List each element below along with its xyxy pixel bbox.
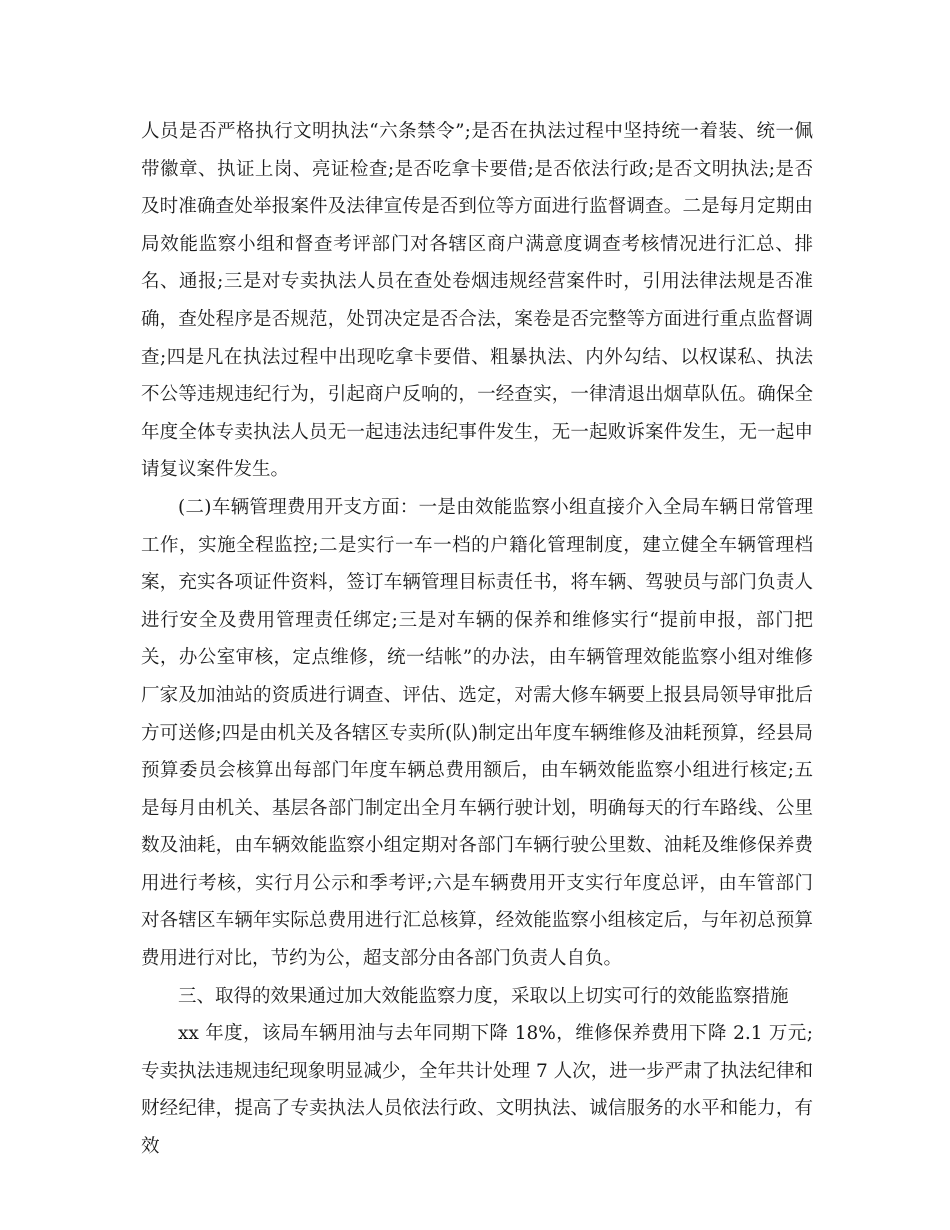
section-heading: 三、取得的效果通过加大效能监察力度，采取以上切实可行的效能监察措施 <box>178 985 789 1007</box>
paragraph-3: xx 年度，该局车辆用油与去年同期下降 18%，维修保养费用下降 2.1 万元;专卖执法违规违纪现象明显减少，全年共计处理 7 人次，进一步严肃了执法纪律和财经纪律，提高了专卖执法人员依法行政、文明执法、诚信服务的水平和能力，有效 <box>141 1023 813 1158</box>
document-body <box>141 113 813 1166</box>
paragraph-1: 人员是否严格执行文明执法“六条禁令”;是否在执法过程中坚持统一着装、统一佩带徽章、执证上岗、亮证检查;是否吃拿卡要借;是否依法行政;是否文明执法;是否及时准确查处举报案件及法律宣传是否到位等方面进行监督调查。二是每月定期由局效能监察小组和督查考评部门对各辖区商户满意度调查考核情况进行汇总、排名、通报;三是对专卖执法人员在查处卷烟违规经营案件时，引用法律法规是否准确，查处程序是否规范，处罚决定是否合法，案卷是否完整等方面进行重点监督调查;四是凡在执法过程中出现吃拿卡要借、粗暴执法、内外勾结、以权谋私、执法不公等违规违纪行为，引起商户反响的，一经查实，一律清退出烟草队伍。确保全年度全体专卖执法人员无一起违法违纪事件发生，无一起败诉案件发生，无一起申请复议案件发生。 <box>141 121 813 481</box>
paragraph-2: (二)车辆管理费用开支方面：一是由效能监察小组直接介入全局车辆日常管理工作，实施全程监控;二是实行一车一档的户籍化管理制度，建立健全车辆管理档案，充实各项证件资料，签订车辆管理目标责任书，将车辆、驾驶员与部门负责人进行安全及费用管理责任绑定;三是对车辆的保养和维修实行“提前申报，部门把关，办公室审核，定点维修，统一结帐”的办法，由车辆管理效能监察小组对维修厂家及加油站的资质进行调查、评估、选定，对需大修车辆要上报县局领导审批后方可送修;四是由机关及各辖区专卖所(队)制定出年度车辆维修及油耗预算，经县局预算委员会核算出每部门年度车辆总费用额后，由车辆效能监察小组进行核定;五是每月由机关、基层各部门制定出全月车辆行驶计划，明确每天的行车路线、公里数及油耗，由车辆效能监察小组定期对各部门车辆行驶公里数、油耗及维修保养费用进行考核，实行月公示和季考评;六是车辆费用开支实行年度总评，由车管部门对各辖区车辆年实际总费用进行汇总核算，经效能监察小组核定后，与年初总预算费用进行对比，节约为公，超支部分由各部门负责人自负。 <box>141 496 813 970</box>
